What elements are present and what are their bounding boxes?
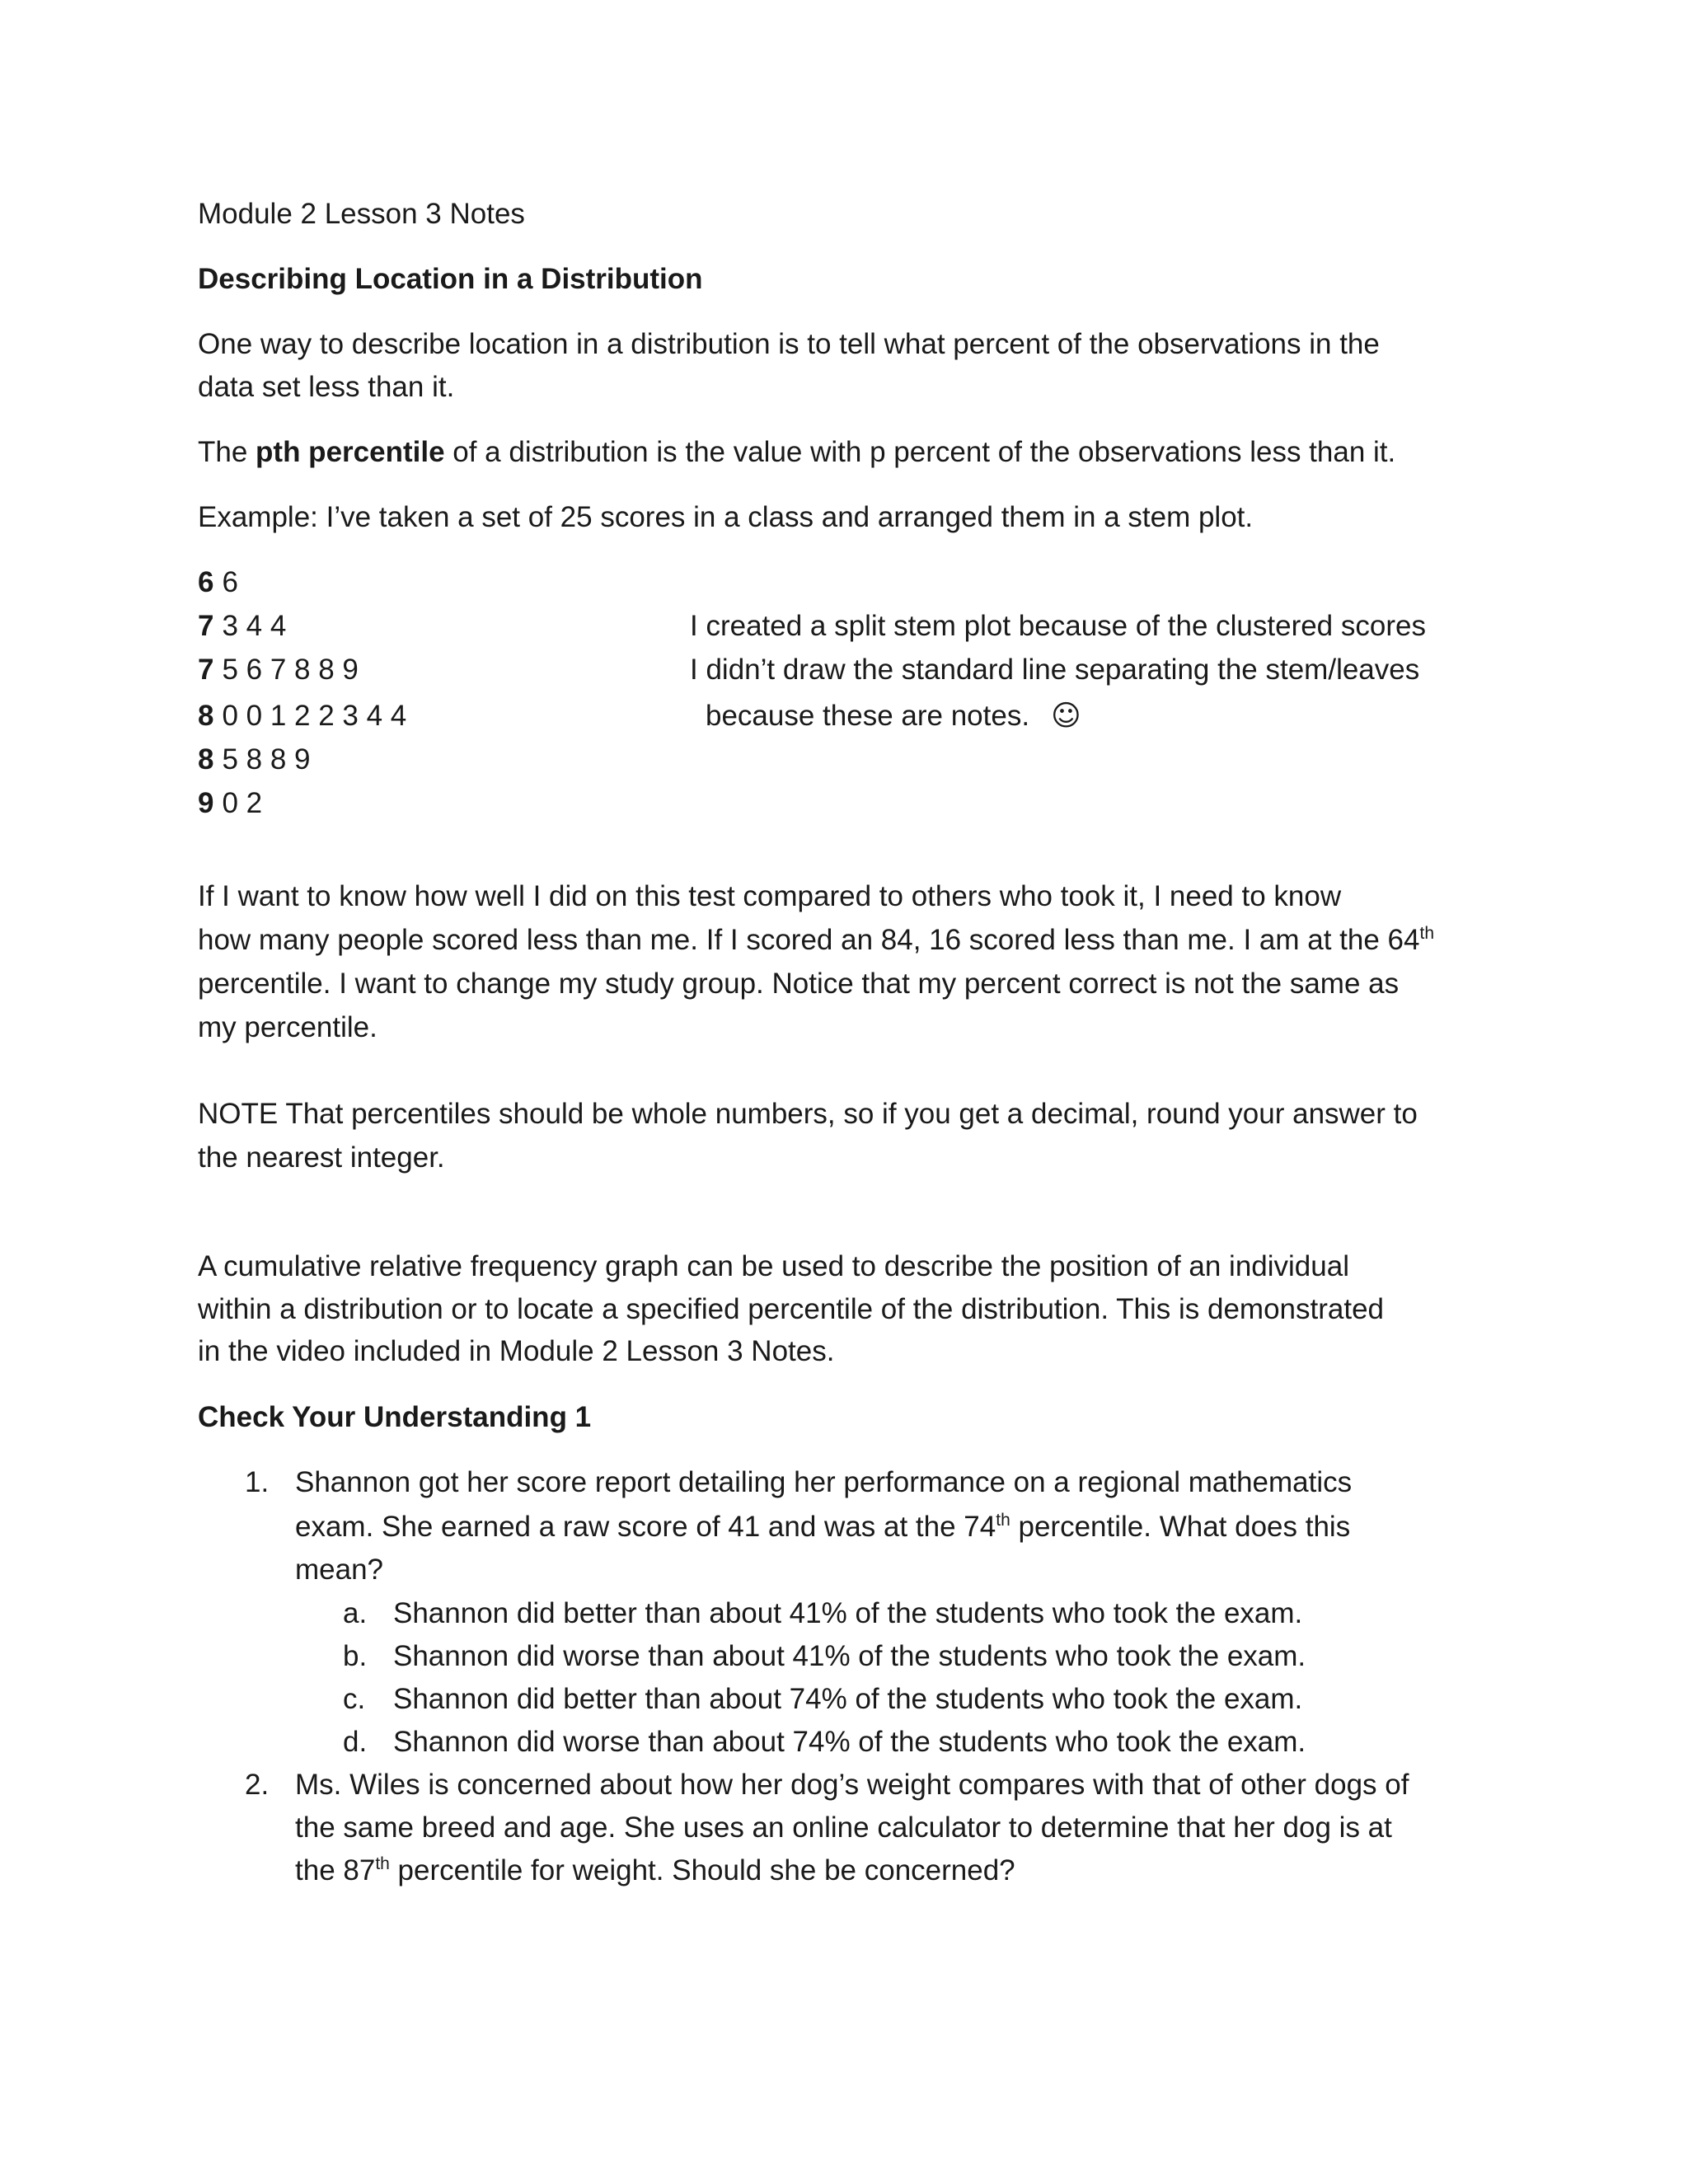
example-intro: Example: I’ve taken a set of 25 scores in a class and arranged them in a stem plot. — [198, 501, 1254, 533]
leaf-values: 0 2 — [222, 787, 263, 819]
leaf-values: 5 8 8 9 — [222, 743, 311, 776]
note-paragraph-line: the nearest integer. — [198, 1141, 445, 1174]
leaf-values: 5 6 7 8 8 9 — [222, 654, 359, 686]
ordinal-suffix: th — [1419, 924, 1434, 943]
intro-paragraph-line: data set less than it. — [198, 371, 455, 403]
comparison-paragraph-line: percentile. I want to change my study group. Notice that my percent correct is not the same as — [198, 968, 1400, 1000]
stem-plot-note-line — [706, 695, 1081, 738]
option-letter: d. — [343, 1726, 368, 1758]
ordinal-suffix: th — [375, 1854, 390, 1873]
stem-value: 8 — [198, 700, 214, 732]
leaf-values: 6 — [222, 566, 238, 598]
question-1-text: exam. She earned a raw score of 41 and was at the 74 — [295, 1511, 996, 1543]
comparison-text: how many people scored less than me. If I scored an 84, 16 scored less than me. I am at the 64 — [198, 924, 1420, 956]
option-letter: c. — [343, 1683, 366, 1715]
check-understanding-heading: Check Your Understanding 1 — [198, 1401, 592, 1433]
question-2-line — [295, 1849, 1015, 1892]
stem-value: 6 — [198, 566, 214, 598]
comparison-paragraph-line: my percentile. — [198, 1011, 377, 1043]
definition-term: pth percentile — [256, 436, 445, 468]
question-number: 1. — [245, 1466, 270, 1498]
leaf-values: 3 4 4 — [222, 610, 287, 642]
percentile-definition — [198, 431, 1395, 474]
option-c: Shannon did better than about 74% of the students who took the exam. — [393, 1683, 1303, 1715]
question-number: 2. — [245, 1769, 270, 1801]
question-1-line: Shannon got her score report detailing her performance on a regional mathematics — [295, 1466, 1353, 1498]
stem-plot-row — [198, 605, 286, 648]
option-b: Shannon did worse than about 41% of the students who took the exam. — [393, 1640, 1306, 1672]
question-2-line: the same breed and age. She uses an online calculator to determine that her dog is at — [295, 1811, 1392, 1844]
option-letter: b. — [343, 1640, 368, 1672]
question-1-text: percentile. What does this — [1010, 1511, 1351, 1543]
stem-value: 7 — [198, 654, 214, 686]
cumulative-paragraph-line: in the video included in Module 2 Lesson 3 Notes. — [198, 1335, 835, 1367]
option-d: Shannon did worse than about 74% of the students who took the exam. — [393, 1726, 1306, 1758]
note-paragraph-line: NOTE That percentiles should be whole numbers, so if you get a decimal, round your answer to — [198, 1098, 1418, 1130]
stem-value: 8 — [198, 743, 214, 776]
option-a: Shannon did better than about 41% of the students who took the exam. — [393, 1597, 1303, 1629]
page-title: Module 2 Lesson 3 Notes — [198, 198, 525, 230]
stem-value: 7 — [198, 610, 214, 642]
cumulative-paragraph-line: within a distribution or to locate a specified percentile of the distribution. This is demonstrated — [198, 1293, 1385, 1325]
intro-paragraph-line: One way to describe location in a distribution is to tell what percent of the observations in the — [198, 328, 1380, 360]
comparison-paragraph-line — [198, 919, 1434, 962]
question-2-text: percentile for weight. Should she be concerned? — [389, 1854, 1015, 1886]
question-1-line — [295, 1506, 1350, 1549]
stem-plot-row — [198, 649, 359, 691]
stem-plot-row — [198, 738, 311, 781]
cumulative-paragraph-line: A cumulative relative frequency graph can be used to describe the position of an individual — [198, 1250, 1349, 1282]
stem-value: 9 — [198, 787, 214, 819]
stem-plot-note-text: because these are notes. — [706, 700, 1030, 732]
definition-suffix: of a distribution is the value with p percent of the observations less than it. — [444, 436, 1396, 468]
definition-prefix: The — [198, 436, 256, 468]
stem-plot-note-line: I didn’t draw the standard line separating the stem/leaves — [690, 654, 1420, 686]
stem-plot-note-line: I created a split stem plot because of the clustered scores — [690, 610, 1426, 642]
question-2-text: the 87 — [295, 1854, 376, 1886]
stem-plot-row — [198, 782, 262, 825]
leaf-values: 0 0 1 2 2 3 4 4 — [222, 700, 407, 732]
stem-plot-row — [198, 695, 406, 738]
option-letter: a. — [343, 1597, 368, 1629]
question-2-line: Ms. Wiles is concerned about how her dog’s weight compares with that of other dogs of — [295, 1769, 1409, 1801]
stem-plot-row — [198, 561, 238, 604]
comparison-paragraph-line: If I want to know how well I did on this test compared to others who took it, I need to know — [198, 880, 1342, 912]
section-heading: Describing Location in a Distribution — [198, 263, 703, 295]
ordinal-suffix: th — [996, 1511, 1010, 1530]
question-1-line: mean? — [295, 1554, 384, 1586]
smiley-icon: ☺ — [1051, 700, 1081, 733]
